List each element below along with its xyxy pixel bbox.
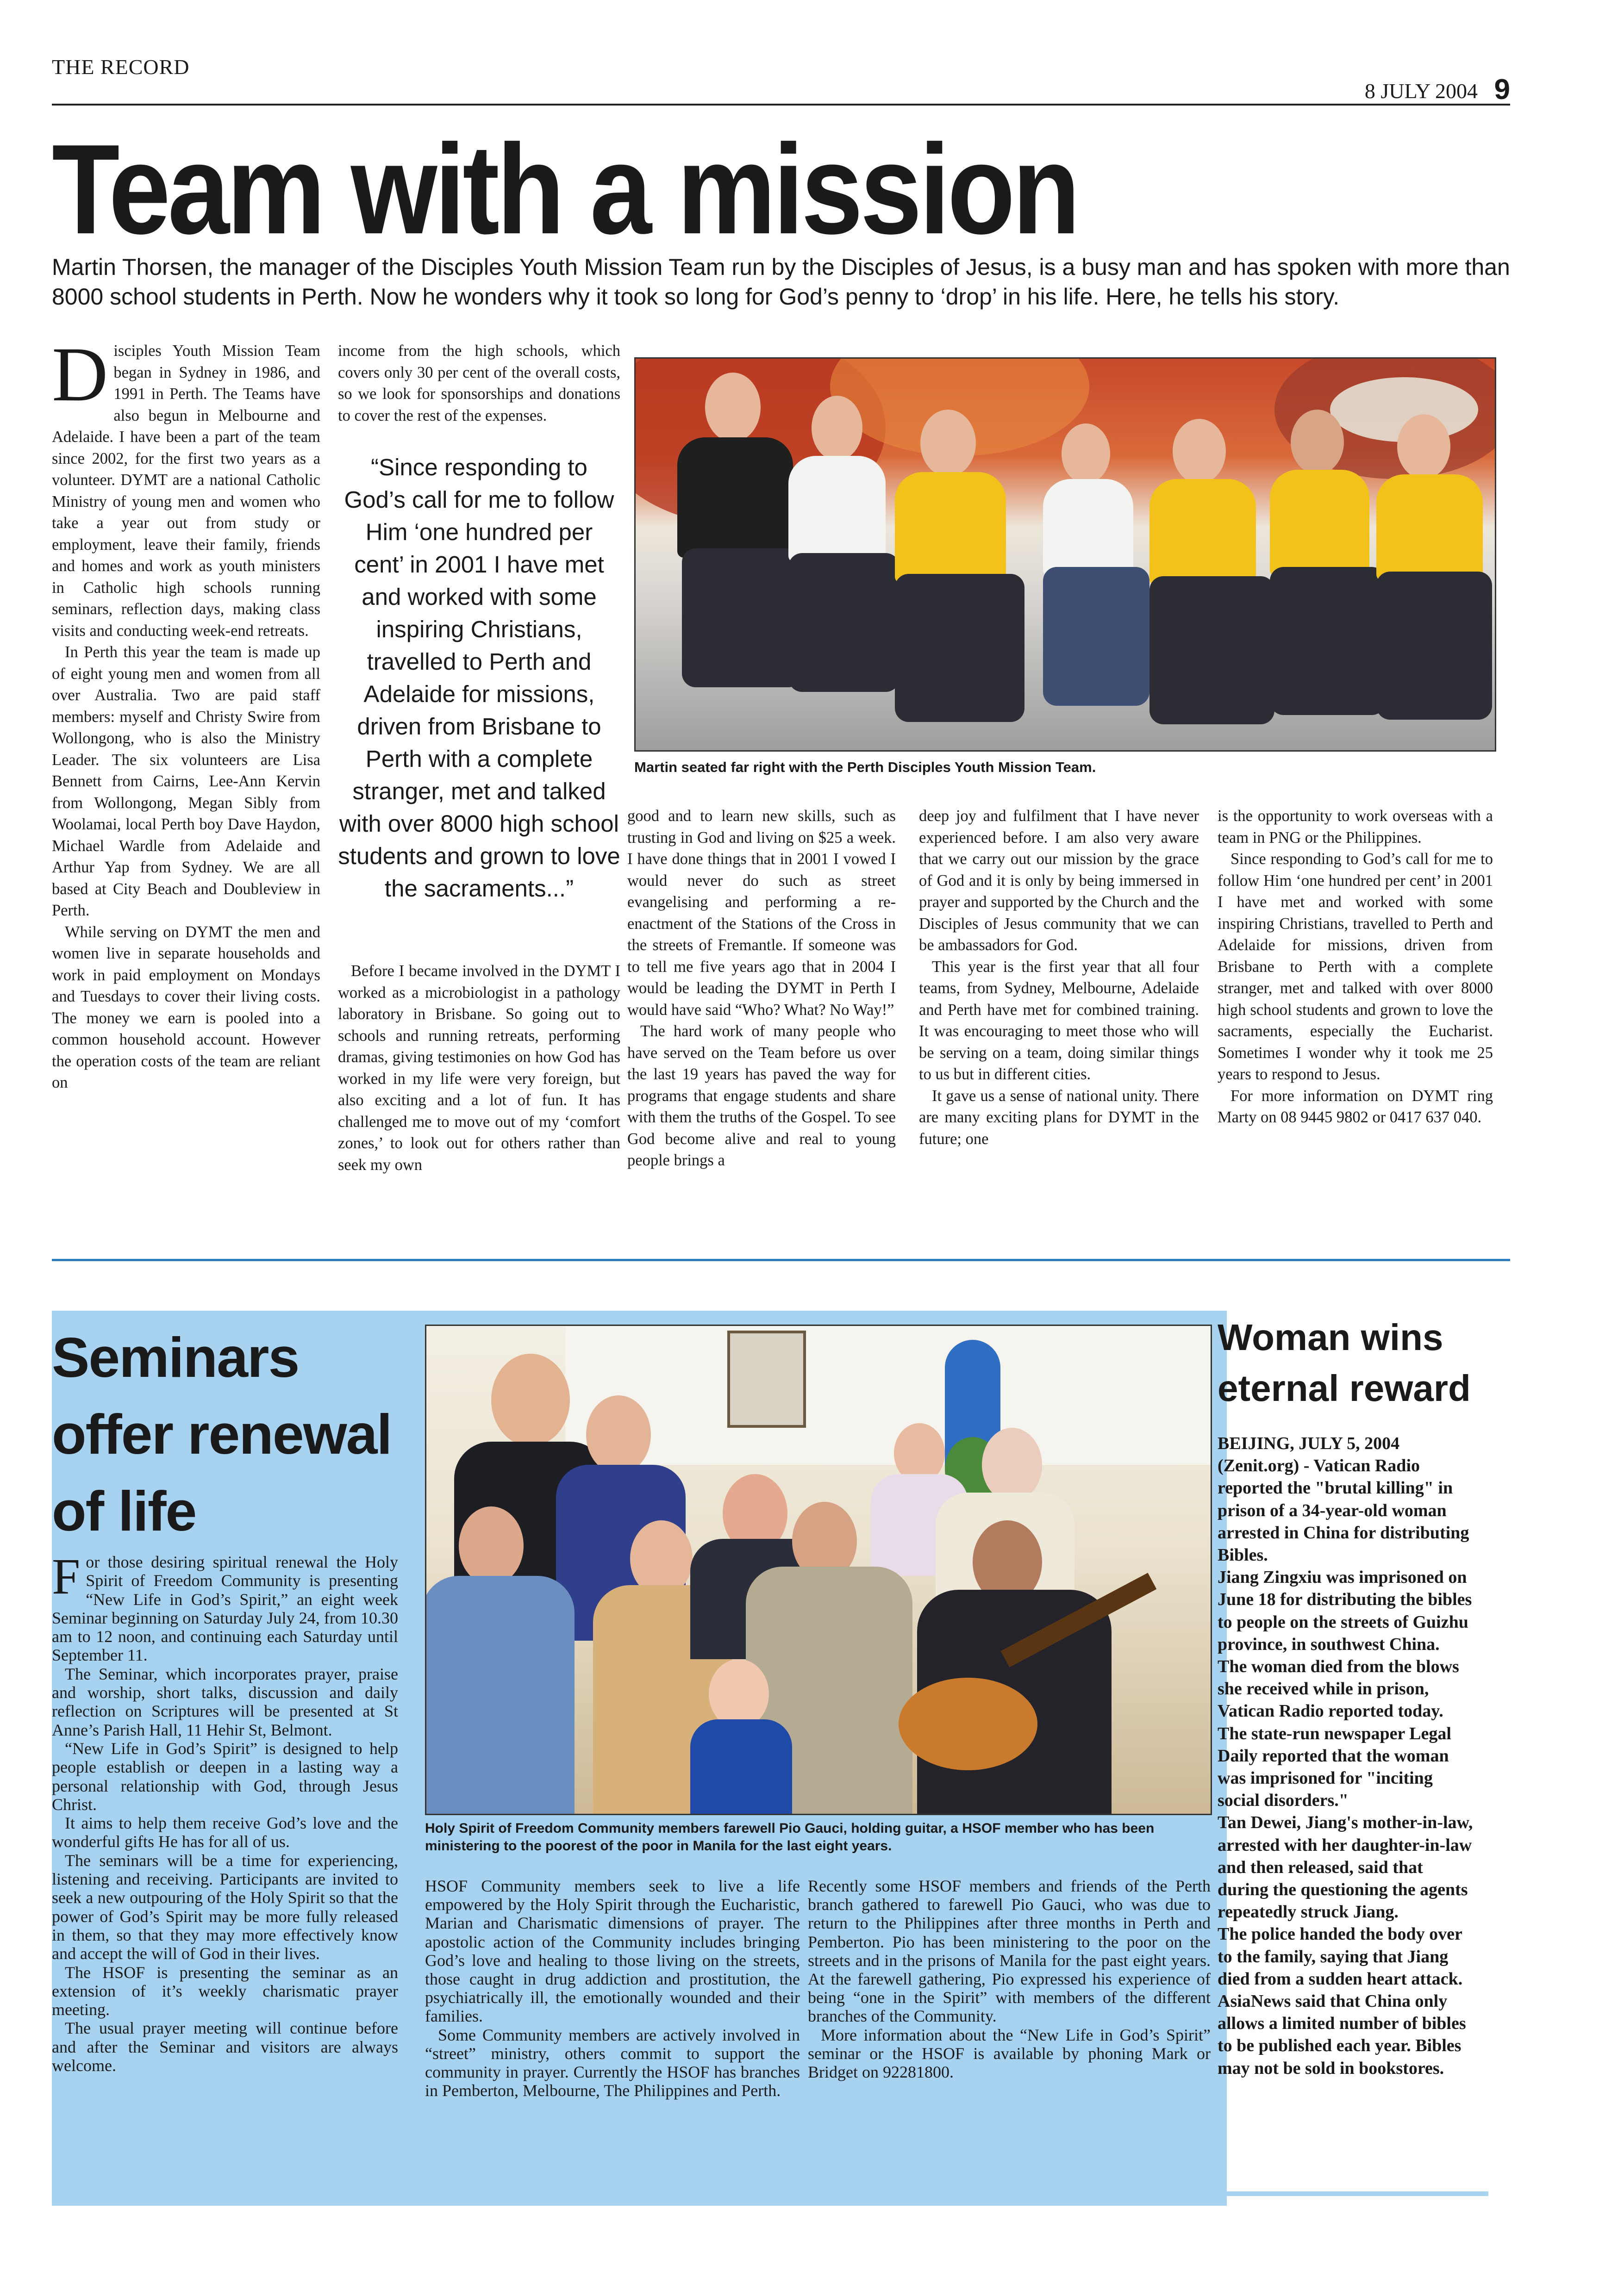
paragraph: income from the high schools, which covers only 30 per cent of the overall costs, so we look for sponsorships and donations to cover the rest of the expenses.	[338, 342, 620, 424]
paragraph: It gave us a sense of national unity. There are many exciting plans for DYMT in the future; one	[919, 1087, 1199, 1148]
paragraph: Before I became involved in the DYMT I worked as a microbiologist in a pathology laboratory in Brisbane. So going out to schools and running retreats, performing dramas, giving testimonies on how God has worked in my life were very foreign, but also exciting and a lot of fun. It has challenged me to move out of my ‘comfort zones,’ to look out for others rather than seek my own	[338, 962, 620, 1174]
paragraph: Since responding to God’s call for me to follow Him ‘one hundred per cent’ in 2001 I have met and worked with some inspiring Christians, travelled to Perth and Adelaide for missions, driven from Brisbane to Perth with a complete stranger, met and talked with over 8000 high school students and grown to love the sacraments, especially the Eucharist. Sometimes I wonder why it took me 25 years to respond to Jesus.	[1218, 850, 1493, 1083]
paragraph: The police handed the body over to the family, saying that Jiang died from a sudden heart attack.	[1218, 1924, 1463, 1989]
paragraph: isciples Youth Mission Team began in Sydney in 1986, and 1991 in Perth. The Teams have also begun in Melbourne and Adelaide. I have been a part of the team since 2002, for the first two years as a volunteer. DYMT are a national Catholic Ministry of young men and women who take a year out from study or employment, leave their family, friends and homes and work as youth ministers in Catholic high schools running seminars, reflection days, making class visits and conducting week-end retreats.	[52, 342, 320, 640]
main-col-4	[919, 805, 1199, 1236]
paragraph: Jiang Zingxiu was imprisoned on June 18 for distributing the bibles to people on the streets of Guizhu province, in southwest China.	[1218, 1568, 1472, 1654]
seminars-col-2	[425, 1877, 800, 2196]
group-photo-caption: Holy Spirit of Freedom Community members farewell Pio Gauci, holding guitar, a HSOF member who has been ministering to the poorest of the poor in Manila for the last eight years.	[425, 1821, 1155, 1854]
paragraph: good and to learn new skills, such as trusting in God and living on $25 a week. I have done things that in 2001 I vowed I would never do such as street evangelising and performing a re-enactment of the Stations of the Cross in the streets of Fremantle. If someone was to tell me five years ago that in 2004 I would be leading the DYMT in Perth I would have said “Who? What? No Way!”	[627, 807, 896, 1019]
paragraph: Recently some HSOF members and friends of the Perth branch gathered to farewell Pio Gauci, who was due to return to the Philippines after three months in Perth and Pemberton. Pio has been ministering to the poor on the streets and in the prisons of Manila for the past eight years. At the farewell gathering, Pio expressed his experience of being “one in the Spirit” with members of the different branches of the Community.	[808, 1877, 1211, 2026]
section-divider	[52, 1259, 1510, 1261]
woman-article-body	[1218, 1432, 1477, 2079]
paragraph: While serving on DYMT the men and women live in separate households and work in paid employment on Mondays and Tuesdays to cover their living costs. The money we earn is pooled into a common household account. However the operation costs of the team are reliant on	[52, 923, 320, 1091]
main-col-2-top	[338, 340, 620, 447]
paragraph: BEIJING, JULY 5, 2004 (Zenit.org) - Vatican Radio reported the "brutal killing" in prison of a 34-year-old woman arrested in China for distributing Bibles.	[1218, 1434, 1469, 1565]
main-headline: Team with a mission	[52, 118, 1078, 261]
bottom-rule	[1206, 2191, 1488, 2196]
seminars-col-1	[52, 1553, 398, 2196]
paragraph: It aims to help them receive God’s love and the wonderful gifts He has for all of us.	[52, 1814, 398, 1851]
drop-cap: D	[52, 340, 108, 417]
paragraph: For more information on DYMT ring Marty on 08 9445 9802 or 0417 637 040.	[1218, 1087, 1493, 1126]
issue-date: 8 JULY 2004	[1364, 79, 1478, 103]
group-photo	[425, 1325, 1212, 1815]
paragraph: More information about the “New Life in God’s Spirit” seminar or the HSOF is available by phoning Mark or Bridget on 92281800.	[808, 2025, 1211, 2082]
team-photo-caption: Martin seated far right with the Perth Disciples Youth Mission Team.	[634, 759, 1096, 775]
paragraph: The usual prayer meeting will continue before and after the Seminar and visitors are always welcome.	[52, 2019, 398, 2075]
paragraph: The HSOF is presenting the seminar as an extension of it’s weekly charismatic prayer meeting.	[52, 1963, 398, 2019]
team-photo	[634, 357, 1496, 752]
paragraph: or those desiring spiritual renewal the Holy Spirit of Freedom Community is presenting “New Life in God’s Spirit,” an eight week Seminar beginning on Saturday July 24, from 10.30 am to 12 noon, and continuing each Saturday until September 11.	[52, 1553, 398, 1665]
paragraph: The woman died from the blows she received while in prison, Vatican Radio reported today.	[1218, 1657, 1459, 1721]
paragraph: Tan Dewei, Jiang's mother-in-law, arrested with her daughter-in-law and then released, said that during the questioning the agents repeatedly struck Jiang.	[1218, 1813, 1473, 1922]
paragraph: is the opportunity to work overseas with a team in PNG or the Philippines.	[1218, 807, 1493, 846]
paragraph: Some Community members are actively involved in “street” ministry, others commit to support the community in prayer. Currently the HSOF has branches in Pemberton, Melbourne, The Philippines and Perth.	[425, 2025, 800, 2100]
main-col-3	[627, 805, 896, 1236]
seminars-headline: Seminars offer renewal of life	[52, 1326, 392, 1543]
paragraph: The seminars will be a time for experiencing, listening and receiving. Participants are invited to seek a new outpouring of the Holy Spirit so that the power of God’s Spirit may be more fully released in them, so that they may more effectively know and accept the will of God in their lives.	[52, 1851, 398, 1963]
main-col-5	[1218, 805, 1493, 1236]
pull-quote: “Since responding to God’s call for me to follow Him ‘one hundred per cent’ in 2001 I have met and worked with some inspiring Christians, travelled to Perth and Adelaide for missions, driven from Brisbane to Perth with a complete stranger, met and talked with over 8000 high school students and grown to love the sacraments...”	[338, 454, 620, 902]
woman-headline: Woman wins eternal reward	[1218, 1317, 1471, 1409]
drop-cap: F	[52, 1553, 81, 1605]
publication-name: THE RECORD	[52, 55, 190, 79]
page-number: 9	[1494, 74, 1510, 106]
standfirst: Martin Thorsen, the manager of the Disciples Youth Mission Team run by the Disciples of Jesus, is a busy man and has spoken with more than 8000 school students in Perth. Now he wonders why it took so long for God’s penny to ‘drop’ in his life. Here, he tells his story.	[52, 254, 1510, 310]
main-col-2-bottom	[338, 960, 620, 1236]
running-head	[52, 55, 1510, 106]
paragraph: The state-run newspaper Legal Daily reported that the woman was imprisoned for "inciting social disorders."	[1218, 1724, 1451, 1811]
seminars-col-3	[808, 1877, 1211, 2196]
paragraph: deep joy and fulfilment that I have never experienced before. I am also very aware that we carry out our mission by the grace of God and it is only by being immersed in prayer and supported by the Church and the Disciples of Jesus community that we can be ambassadors for God.	[919, 807, 1199, 954]
main-col-1	[52, 340, 320, 1236]
paragraph: “New Life in God’s Spirit” is designed to help people establish or deepen in a lasting way a personal relationship with God, through Jesus Christ.	[52, 1739, 398, 1814]
paragraph: In Perth this year the team is made up of eight young men and women from all over Australia. Two are paid staff members: myself and Christy Swire from Wollongong, who is also the Ministry Leader. The six volunteers are Lisa Bennett from Cairns, Lee-Ann Kervin from Wollongong, Megan Sibly from Woolamai, local Perth boy Dave Haydon, Michael Wardle from Adelaide and Arthur Yap from Sydney. We are all based at City Beach and Doubleview in Perth.	[52, 643, 320, 919]
paragraph: AsiaNews said that China only allows a limited number of bibles to be published each year. Bibles may not be sold in bookstores.	[1218, 1991, 1466, 2078]
paragraph: The Seminar, which incorporates prayer, praise and worship, short talks, discussion and daily reflection on Scriptures will be presented at St Anne’s Parish Hall, 11 Hehir St, Belmont.	[52, 1664, 398, 1739]
paragraph: HSOF Community members seek to live a life empowered by the Holy Spirit through the Eucharistic, Marian and Charismatic dimensions of prayer. The apostolic action of the Community includes bringing God’s love and healing to those living on the streets, those caught in drug addiction and prostitution, the psychiatrically ill, the emotionally wounded and their families.	[425, 1877, 800, 2026]
paragraph: The hard work of many people who have served on the Team before us over the last 19 years has paved the way for programs that engage students and share with them the truths of the Gospel. To see God become alive and real to young people brings a	[627, 1022, 896, 1169]
paragraph: This year is the first year that all four teams, from Sydney, Melbourne, Adelaide and Perth have met for combined training. It was encouraging to meet those who will be serving on a team, doing similar things to us but in different cities.	[919, 958, 1199, 1083]
